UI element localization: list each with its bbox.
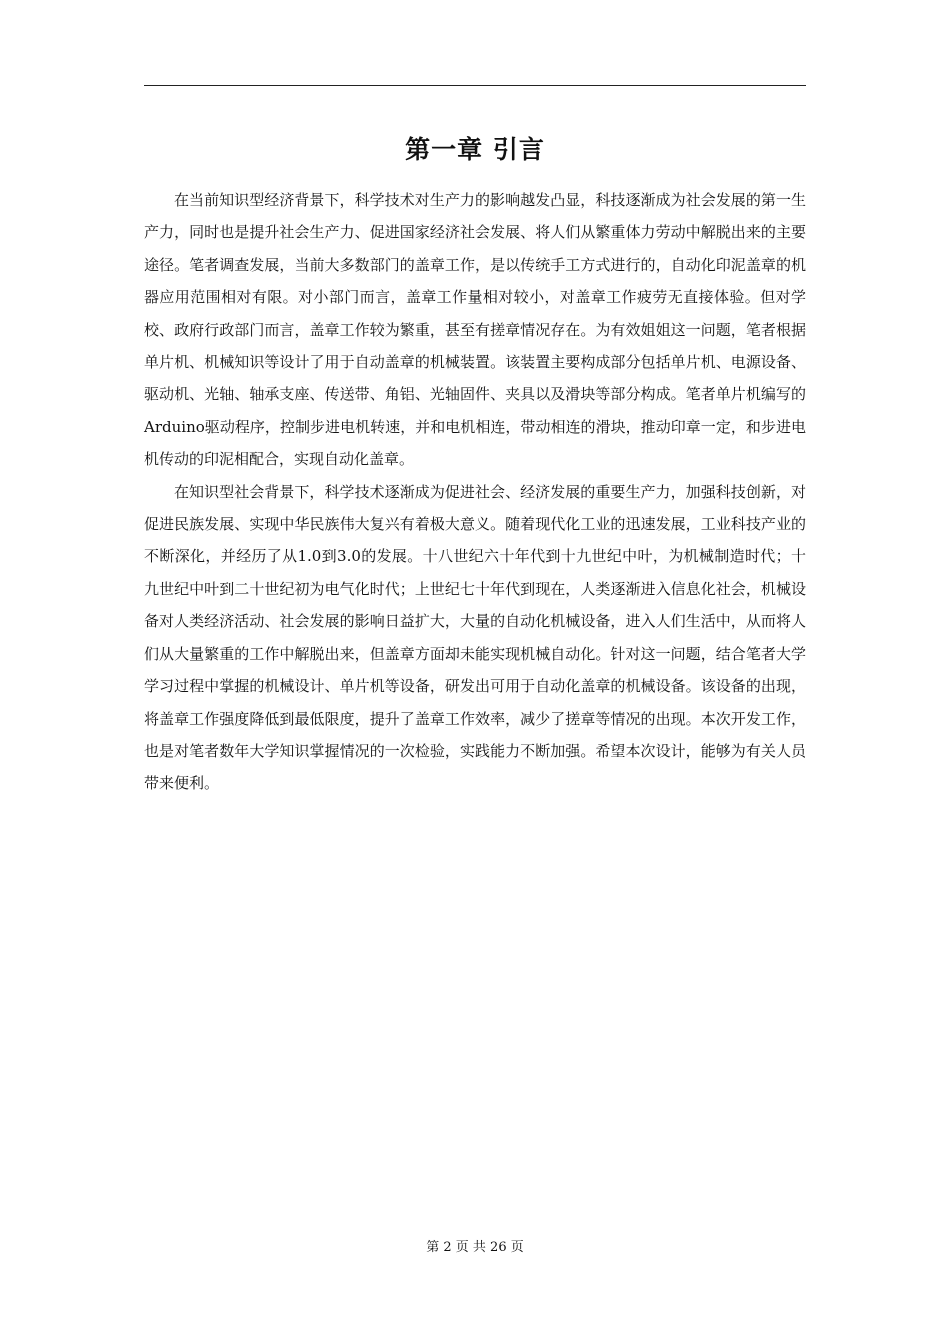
page-footer: 第 2 页 共 26 页 xyxy=(426,1240,524,1255)
paragraph-2: 在知识型社会背景下，科学技术逐渐成为促进社会、经济发展的重要生产力，加强科技创新，对促进民族发展、实现中华民族伟大复兴有着极大意义。随着现代化工业的迅速发展，工业科技产业的不断深化，并经历了从1.0到3.0的发展。十八世纪六十年代到十九世纪中叶，为机械制造时代；十九世纪中叶到二十世纪初为电气化时代；上世纪七十年代到现在，人类逐渐进入信息化社会，机械设备对人类经济活动、社会发展的影响日益扩大，大量的自动化机械设备，进入人们生活中，从而将人们从大量繁重的工作中解脱出来，但盖章方面却未能实现机械自动化。针对这一问题，结合笔者大学学习过程中掌握的机械设计、单片机等设备，研发出可用于自动化盖章的机械设备。该设备的出现，将盖章工作强度降低到最低限度，提升了盖章工作效率，减少了搓章等情况的出现。本次开发工作，也是对笔者数年大学知识掌握情况的一次检验，实践能力不断加强。希望本次设计，能够为有关人员带来便利。 xyxy=(144,482,806,793)
chapter-title: 第一章 引言 xyxy=(405,135,545,164)
body-text xyxy=(144,184,806,800)
paragraph-1: 在当前知识型经济背景下，科学技术对生产力的影响越发凸显，科技逐渐成为社会发展的第一生产力，同时也是提升社会生产力、促进国家经济社会发展、将人们从繁重体力劳动中解脱出来的主要途径。笔者调查发展，当前大多数部门的盖章工作，是以传统手工方式进行的，自动化印泥盖章的机器应用范围相对有限。对小部门而言，盖章工作量相对较小，对盖章工作疲劳无直接体验。但对学校、政府行政部门而言，盖章工作较为繁重，甚至有搓章情况存在。为有效姐姐这一问题，笔者根据单片机、机械知识等设计了用于自动盖章的机械装置。该装置主要构成部分包括单片机、电源设备、驱动机、光轴、轴承支座、传送带、角铝、光轴固件、夹具以及滑块等部分构成。笔者单片机编写的Arduino驱动程序，控制步进电机转速，并和电机相连，带动相连的滑块，推动印章一定，和步进电机传动的印泥相配合，实现自动化盖章。 xyxy=(144,191,806,469)
header-rule xyxy=(144,85,806,86)
